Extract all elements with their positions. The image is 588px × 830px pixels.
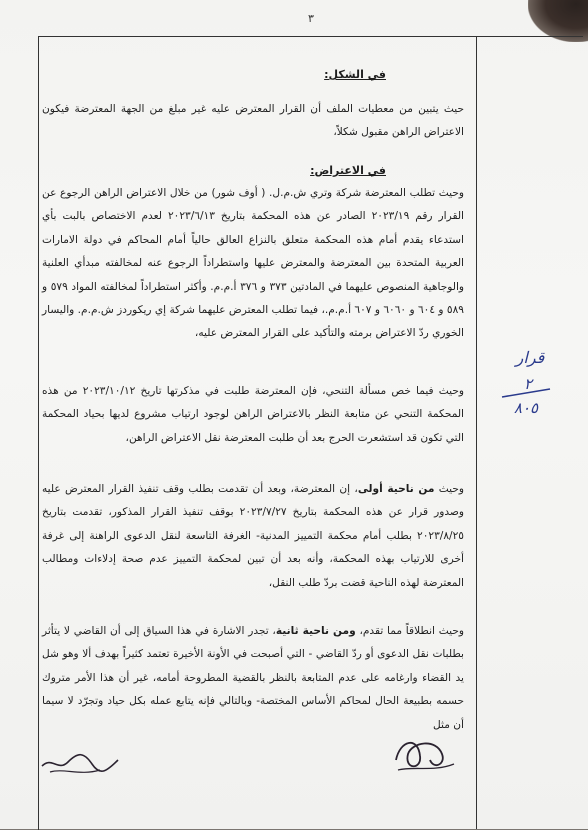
paragraph-4 <box>42 620 464 737</box>
signature-right <box>390 730 460 780</box>
p3-rest: ، إن المعترضة، وبعد أن تقدمت بطلب وقف تنفيذ القرار المعترض عليه وصدور قرار عن هذه المحكمة بتاريخ ٢٠٢٣/٧/٢٧ بوقف تنفيذ القرار المذكور، تقدمت بتاريخ ٢٠٢٣/٨/٢٥ بطلب أمام محكمة التمييز المدنية- الغرفة التاسعة لنقل الدعوى الراهنة إلى غرفة أخرى للارتياب بهذه المحكمة، وأنه بعد أن تبين لمحكمة التمييز عدم صحة إدلاءات ومطالب المعترضة لهذه الناحية قضت بردّ طلب النقل، <box>42 483 464 589</box>
paragraph-1-text: وحيث تطلب المعترضة شركة وتري ش.م.ل. ( أوف شور) من خلال الاعتراض الراهن الرجوع عن القرار رقم ٢٠٢٣/١٩ الصادر عن هذه المحكمة بتاريخ ٢٠٢٣/٦/١٣ لعدم الاختصاص بالبت بأي استدعاء يقدم أمام هذه المحكمة متعلق بالنزاع العالق حالياً أمام المحاكم في دولة الامارات العربية المتحدة بين المعترضة والمعترض عليها واستطراداً الرجوع عنه لمخالفته مبدأي العلنية والوجاهية المنصوص عليهما في المادتين ٣٧٣ و ٣٧٦ أ.م.م. وأكثر استطراداً لمخالفته المواد ٥٧٩ و ٥٨٩ و ٦٠٤ و ٦٠٦٠ و ٦٠٧ أ.م.م.، فيما تطلب المعترض عليهما شركة إي ريكوردز ش.م.م. واليسار الخوري ردّ الاعتراض برمته والتأكيد على القرار المعترض عليه، <box>42 187 464 340</box>
paragraph-2 <box>42 380 464 450</box>
form-text: حيث يتبين من معطيات الملف أن القرار المعترض عليه غير مبلغ من الجهة المعترضة فيكون الاعتراض الراهن مقبول شكلاً، <box>42 103 464 139</box>
margin-note-word: قرار <box>515 348 545 367</box>
paragraph-1 <box>42 182 464 346</box>
page-number: ٣ <box>308 12 314 25</box>
p3-lead: وحيث <box>434 483 464 495</box>
margin-column-rule <box>476 37 477 829</box>
signature-left <box>40 742 120 782</box>
form-heading: في الشكل: <box>324 68 386 81</box>
p4-lead: وحيث انطلاقاً مما تقدم، <box>355 625 465 637</box>
paragraph-3 <box>42 478 464 595</box>
p4-emphasis: ومن ناحية ثانية <box>275 625 356 637</box>
paragraph-4-text <box>42 620 464 737</box>
paragraph-3-text <box>42 478 464 595</box>
p4-rest: ، تجدر الاشارة في هذا السياق إلى أن القاضي لا يتأثر بطلبات نقل الدعوى أو ردّ القاضي - التي أصبحت في الأونة الأخيرة تعتمد كثيراً بهدف ألا وهو شل يد القضاء وارغامه على عدم المتابعة بالنظر بالقضية المطروحة أمامه، غير أن هذا الأمر متروك حسمه بطبيعة الحال لمحاكم الأساس المختصة- وبالتالي فإنه يتابع عمله بكل حياد وتجرّد لا سيما أن مثل <box>42 625 464 731</box>
paragraph-2-text: وحيث فيما خص مسألة التنحي، فإن المعترضة طلبت في مذكرتها تاريخ ٢٠٢٣/١٠/١٢ من هذه المحكمة التنحي عن متابعة النظر بالاعتراض الراهن لوجود ارتياب مشروع لديها بحياد المحكمة التي تكون قد استشعرت الحرج بعد أن طلبت المعترضة نقل الاعتراض الراهن، <box>42 385 465 444</box>
handwritten-margin-note <box>488 345 558 425</box>
margin-note-top: ٢ <box>523 375 533 393</box>
form-paragraph <box>42 98 464 145</box>
margin-note-bottom: ٨٠٥ <box>513 399 539 417</box>
objection-heading: في الاعتراض: <box>310 164 386 177</box>
p3-emphasis: من ناحية أولى <box>357 483 435 495</box>
